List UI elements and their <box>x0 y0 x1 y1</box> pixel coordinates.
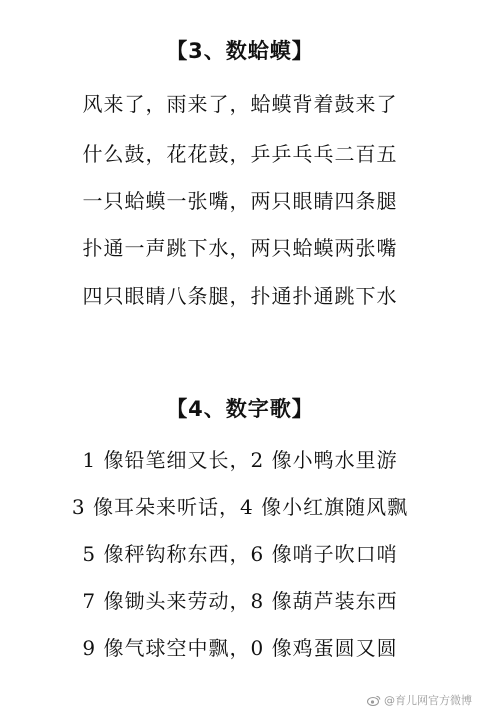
poem-line: 风来了，雨来了，蛤蟆背着鼓来了 <box>82 92 398 116</box>
poem-line: 什么鼓，花花鼓，乒乒乓乓二百五 <box>82 142 398 166</box>
section-3-title: 【3、数蛤蟆】 <box>166 39 314 63</box>
watermark <box>367 692 472 708</box>
watermark-text: @育儿网官方微博 <box>384 694 472 707</box>
poem-line: 7 像锄头来劳动，8 像葫芦装东西 <box>82 589 398 613</box>
poem-line: 扑通一声跳下水，两只蛤蟆两张嘴 <box>82 236 398 260</box>
poem-line: 1 像铅笔细又长，2 像小鸭水里游 <box>82 448 398 472</box>
weibo-logo-icon <box>367 695 381 706</box>
poem-line: 一只蛤蟆一张嘴，两只眼睛四条腿 <box>82 189 398 213</box>
poem-line: 四只眼睛八条腿，扑通扑通跳下水 <box>82 284 398 308</box>
poem-line: 5 像秤钩称东西，6 像哨子吹口哨 <box>82 542 398 566</box>
poem-line: 9 像气球空中飘，0 像鸡蛋圆又圆 <box>82 636 398 660</box>
section-4-title: 【4、数字歌】 <box>166 397 314 421</box>
poem-line: 3 像耳朵来听话，4 像小红旗随风飘 <box>71 495 409 519</box>
